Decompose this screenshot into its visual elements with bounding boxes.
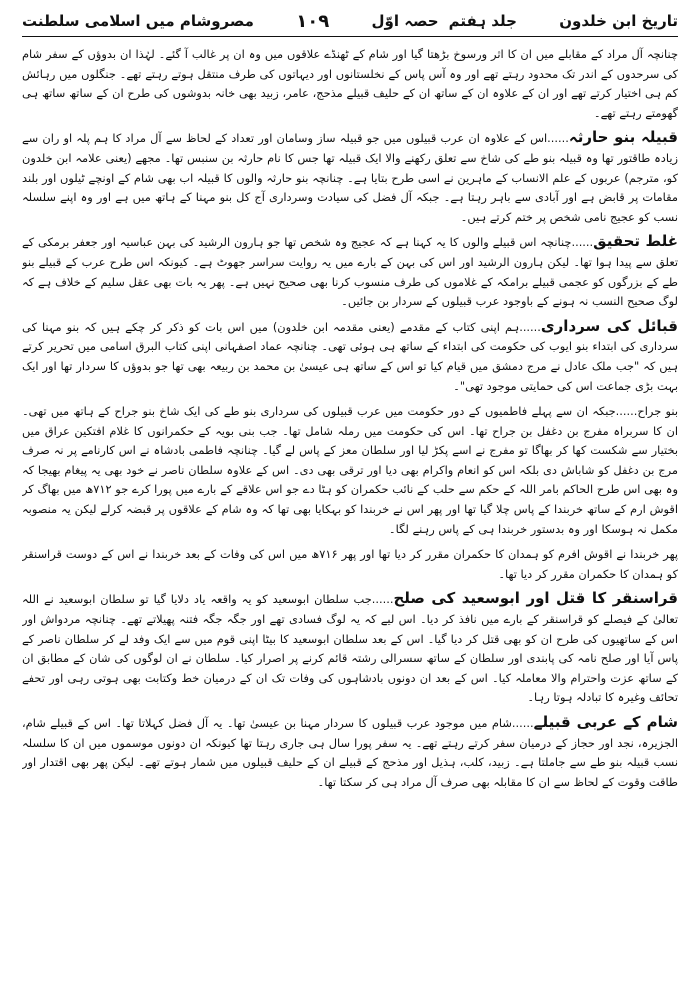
paragraph-heading: قبیلہ بنو حارثہ — [568, 128, 678, 147]
paragraph-text: ......جب سلطان ابوسعید کو یہ واقعہ یاد دلایا گیا تو سلطان ابوسعید نے اللہ تعالیٰ کے فیصلے کو قراسنقر کے بارے میں نافذ کر دیا۔ اس لیے کہ یہ لوگ فسادی تھے اور جگہ جگہ فتنہ پھیلاتے تھے۔ چنانچہ مردواش اور اس کے ساتھیوں کی طرح ان کو بھی قتل کر دیا گیا۔ اس کے بعد سلطان ابوسعید کا بیٹا اپنی قوم میں سے ایک وفد لے کر سلطان ناصر کے پاس آیا اور صلح نامہ کی پابندی اور سلطان کے ساتھ سسرالی رشتہ قائم کرنے پر اصرار کیا۔ سلطان نے ان لوگوں کی شان کے مطابق ان کے ساتھ عزت واحترام والا معاملہ کیا۔ اس کے بعد ان دونوں بادشاہوں کی وفات تک ان کے درمیان خط وکتابت بھی ہوتی رہی اور تحفے تحائف وغیرہ کا تبادلہ ہوتا رہا۔ — [22, 592, 678, 705]
paragraph-text: ......اس کے علاوہ ان عرب قبیلوں میں جو قبیلہ ساز وسامان اور تعداد کے لحاظ سے آل مراد کا ہم پلہ او ران سے زیادہ طاقتور تھا وہ قبیلہ بنو طے کی شاخ سے تعلق رکھنے والا ایک قبیلہ تھا جس کا نام حارثہ بن سنبس تھا۔ مجھے (یعنی علامہ ابن خلدون کو، مترجم) عربوں کے علم الانساب کے ماہرین نے اسی طرح بتایا ہے۔ چنانچہ بنو حارثہ والوں کا قبیلہ اب بھی شام کے اونچے ٹیلوں اور بلند مقامات پر قابض ہے اور آبادی سے باہر رہتا ہے۔ جبکہ آل فضل کی سیادت وسرداری آج کل بنو مہنا کے ہاتھ میں ہے اور وہ اپنے سلسلہ نسب کو عجیج نامی شخص پر ختم کرتے ہیں۔ — [22, 131, 678, 224]
paragraph-6 — [22, 544, 678, 584]
running-header — [22, 8, 678, 34]
paragraph-text: چنانچہ آل مراد کے مقابلے میں ان کا اثر ورسوخ بڑھتا گیا اور شام کے ٹھنڈے علاقوں میں وہ ان پر غالب آ گئے۔ لہٰذا ان بدوؤں کے سفر شام کی سرحدوں کے اندر تک محدود رہتے تھے اور وہ آس پاس کے نخلستانوں اور دیہاتوں کی طرف منتقل ہوتے رہتے تھے۔ جنگلوں میں رہائش کم ہی اختیار کرتے تھے اور ان کے علاوہ ان کے ساتھ ان کے حلیف قبیلے مذحج، عامر، زبید بھی خانہ بدوشوں کی طرح ان کے ساتھ ساتھ ہی گھومتے رہتے تھے۔ — [22, 47, 678, 120]
paragraph-1 — [22, 44, 678, 123]
paragraph-7 — [22, 589, 678, 708]
paragraph-heading: قبائل کی سرداری — [540, 316, 678, 335]
paragraph-text: ......شام میں موجود عرب قبیلوں کا سردار مہنا بن عیسیٰ تھا۔ یہ آل فضل کہلاتا تھا۔ اس کے قبیلے شام، الجزیرہ، نجد اور حجاز کے درمیان سفر کرتے رہتے تھے۔ یہ سفر پورا سال ہی جاری رہتا تھا کیونکہ ان دونوں موسموں میں ان کا سلسلہ نسب قبیلہ بنو طے سے جاملتا ہے۔ زبید، کلب، ہذیل اور مذحج کے قبیلے ان کے حلیف قبیلوں میں شمار ہوتے تھے۔ لیکن پھر بھی اقتدار اور طاقت وقوت کے لحاظ سے ان کا مقابلہ بھی صرف آل مراد ہی کر سکتا تھا۔ — [22, 716, 678, 789]
paragraph-heading: غلط تحقیق — [593, 232, 678, 251]
paragraph-text: بنو جراح......جبکہ ان سے پہلے فاطمیوں کے دور حکومت میں عرب قبیلوں کی سرداری بنو طے کی ایک شاخ بنو جراح کے ہاتھ میں تھی۔ ان کا سربراہ مفرج بن دغفل بن جراح تھا۔ اس کی حکومت میں رملہ شامل تھا۔ جب بنی بویہ کے حکمرانوں کا غلام افتکین عراق میں بختیار سے شکست کھا کر بھاگا تو مفرج نے اسے پکڑ لیا اور سلطان معز کے پاس لے گیا۔ چنانچہ فاطمی بادشاہ نے اس کارنامے پر نہ صرف مرج بن دغفل کو شاباش دی بلکہ اس کو انعام واکرام بھی دیا اور ترقی بھی دی۔ اس کے علاوہ سلطان ناصر نے خود بھی یہ پیغام بھیجا کہ وہ بھی اس طرح الحاکم بامر اللہ کے حکم سے حلب کے نائب حکمران کو ہٹا دے جو اس علاقے کے بارے میں پورا کرے جو ۷۱۲ھ میں بھاگ کر اقوش ارم کے ساتھ خربندا کے پاس چلا گیا تھا اور پھر اس نے خربندا کو بہکایا بھی تھا کہ وہ شام کے علاقوں پر قبضہ کرلے لیکن یہ منصوبہ مکمل نہ ہوسکا اور وہ بدستور خربندا ہی کے پاس رہنے لگا۔ — [22, 404, 678, 536]
paragraph-2 — [22, 128, 678, 227]
paragraph-text: پھر خربندا نے اقوش افرم کو ہمدان کا حکمران مقرر کر دیا تھا اور پھر ۷۱۶ھ میں اس کی وفات کے بعد خربندا نے اس کے دوست قراسنقر کو ہمدان کا حکمران مقرر کر دیا تھا۔ — [22, 547, 678, 581]
paragraph-heading: شام کے عربی قبیلے — [533, 713, 678, 731]
page-body — [22, 44, 678, 980]
volume-label: جلد ہفتم — [448, 12, 517, 30]
header-rule — [22, 36, 678, 37]
paragraph-heading: قراسنقر کا قتل اور ابوسعید کی صلح — [393, 589, 678, 608]
paragraph-5 — [22, 401, 678, 539]
paragraph-text: ......ہم اپنی کتاب کے مقدمے (یعنی مقدمہ ابن خلدون) میں اس بات کو ذکر کر چکے ہیں کہ بنو مہنا کی سرداری کی ابتداء بنو ایوب کی حکومت کی ابتداء کے ساتھ ہی ہوئی تھی۔ چنانچہ عماد اصفہانی اپنی کتاب البرق اسامی میں تحریر کرتے ہیں کہ "جب ملک عادل نے مرج دمشق میں قیام کیا تو اس کے ساتھ ہی عیسیٰ بن محمد بن ربیعہ بھی تھا جو بدوؤں کا سردار تھا اور ایک بہت بڑی جماعت اس کی حمایتی موجود تھی"۔ — [22, 319, 678, 393]
paragraph-3 — [22, 232, 678, 311]
page-number: ١٠٩ — [296, 10, 330, 32]
paragraph-4 — [22, 317, 678, 396]
part-label: حصہ اوّل — [371, 12, 439, 30]
volume-info — [372, 12, 517, 30]
paragraph-text: ......چنانچہ اس قبیلے والوں کا یہ کہنا ہے کہ عجیج وہ شخص تھا جو ہارون الرشید کی بہن عباسیہ اور جعفر برمکی کے تعلق سے پیدا ہوا تھا۔ لیکن ہارون الرشید اور اس کی بہن کے بارے میں یہ روایت سراسر جھوٹ ہے۔ کیونکہ اس طرح عرب کے قبیلے بنو طے کے بزرگوں کو عجمی قبیلے برامکہ کے غلاموں کی طرف منسوب کرنا بھی صحیح نہیں ہے۔ پھر یہ بات بھی عقل سلیم کے خلاف ہے کہ لوگ صحیح النسب نہ ہونے کے باوجود عرب قبیلوں کے سردار بن جائیں۔ — [22, 235, 678, 309]
paragraph-8 — [22, 713, 678, 792]
chapter-title: مصروشام میں اسلامی سلطنت — [22, 12, 254, 30]
book-title: تاریخ ابن خلدون — [559, 12, 678, 30]
